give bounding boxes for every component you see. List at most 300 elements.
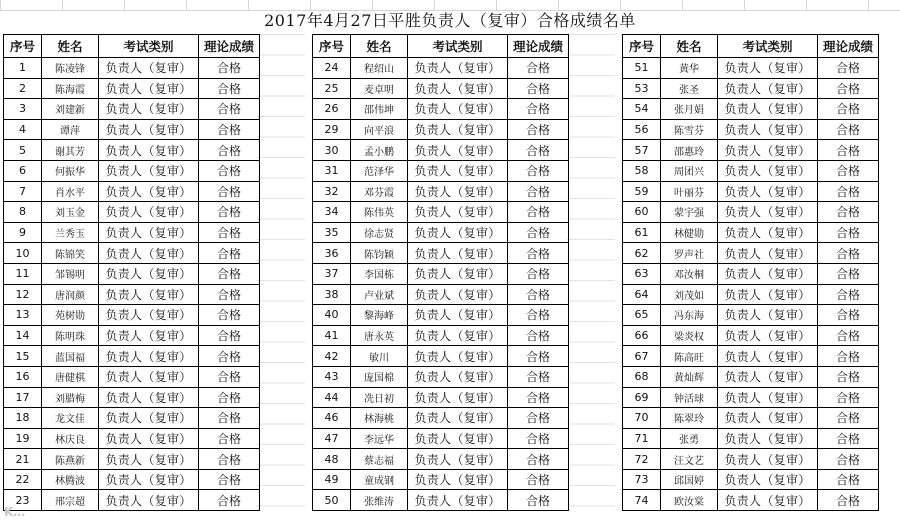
theory-result-cell: 合格	[199, 119, 260, 140]
serial-number-cell: 7	[4, 181, 42, 202]
theory-result-cell: 合格	[508, 387, 569, 408]
table-row	[623, 160, 879, 181]
name-cell: 邵伟坤	[351, 99, 408, 120]
theory-result-cell: 合格	[818, 99, 879, 120]
exam-category-cell: 负责人（复审）	[718, 78, 818, 99]
table-row	[313, 387, 569, 408]
table-row	[4, 387, 260, 408]
serial-number-cell: 26	[313, 99, 351, 120]
exam-category-cell: 负责人（复审）	[99, 449, 199, 470]
column-gap-1	[257, 34, 305, 521]
table-row	[4, 78, 260, 99]
name-cell: 蒙宇强	[661, 202, 718, 223]
serial-number-cell: 44	[313, 387, 351, 408]
name-cell: 张圣	[661, 78, 718, 99]
exam-category-cell: 负责人（复审）	[408, 243, 508, 264]
exam-category-cell: 负责人（复审）	[718, 99, 818, 120]
column-header: 理论成绩	[199, 35, 260, 58]
exam-category-cell: 负责人（复审）	[408, 181, 508, 202]
name-cell: 谭萍	[42, 119, 99, 140]
theory-result-cell: 合格	[199, 490, 260, 511]
serial-number-cell: 64	[623, 284, 661, 305]
table-row	[623, 469, 879, 490]
name-cell: 孟小鹏	[351, 140, 408, 161]
table-row	[4, 366, 260, 387]
name-cell: 唐健棋	[42, 366, 99, 387]
serial-number-cell: 60	[623, 202, 661, 223]
table-row	[313, 325, 569, 346]
name-cell: 黄灿辉	[661, 366, 718, 387]
table-row	[623, 490, 879, 511]
table-row	[623, 58, 879, 79]
theory-result-cell: 合格	[818, 366, 879, 387]
theory-result-cell: 合格	[199, 449, 260, 470]
theory-result-cell: 合格	[508, 202, 569, 223]
name-cell: 李远华	[351, 428, 408, 449]
theory-result-cell: 合格	[199, 58, 260, 79]
theory-result-cell: 合格	[818, 449, 879, 470]
exam-category-cell: 负责人（复审）	[718, 284, 818, 305]
theory-result-cell: 合格	[199, 140, 260, 161]
serial-number-cell: 73	[623, 469, 661, 490]
serial-number-cell: 16	[4, 366, 42, 387]
theory-result-cell: 合格	[818, 243, 879, 264]
theory-result-cell: 合格	[508, 160, 569, 181]
serial-number-cell: 68	[623, 366, 661, 387]
serial-number-cell: 35	[313, 222, 351, 243]
table-row	[313, 243, 569, 264]
name-cell: 张月娟	[661, 99, 718, 120]
exam-category-cell: 负责人（复审）	[99, 490, 199, 511]
serial-number-cell: 38	[313, 284, 351, 305]
theory-result-cell: 合格	[508, 346, 569, 367]
serial-number-cell: 40	[313, 305, 351, 326]
theory-result-cell: 合格	[508, 449, 569, 470]
table-row	[313, 99, 569, 120]
serial-number-cell: 25	[313, 78, 351, 99]
theory-result-cell: 合格	[199, 305, 260, 326]
theory-result-cell: 合格	[199, 160, 260, 181]
theory-result-cell: 合格	[508, 305, 569, 326]
theory-result-cell: 合格	[508, 408, 569, 429]
exam-category-cell: 负责人（复审）	[718, 305, 818, 326]
exam-category-cell: 负责人（复审）	[408, 449, 508, 470]
serial-number-cell: 71	[623, 428, 661, 449]
table-row	[313, 449, 569, 470]
results-table-1	[3, 34, 260, 511]
serial-number-cell: 11	[4, 263, 42, 284]
serial-number-cell: 8	[4, 202, 42, 223]
name-cell: 陈凌锋	[42, 58, 99, 79]
serial-number-cell: 2	[4, 78, 42, 99]
serial-number-cell: 69	[623, 387, 661, 408]
serial-number-cell: 6	[4, 160, 42, 181]
column-header: 序号	[313, 35, 351, 58]
serial-number-cell: 61	[623, 222, 661, 243]
exam-category-cell: 负责人（复审）	[718, 366, 818, 387]
theory-result-cell: 合格	[508, 263, 569, 284]
exam-category-cell: 负责人（复审）	[718, 243, 818, 264]
exam-category-cell: 负责人（复审）	[718, 263, 818, 284]
name-cell: 刘玉金	[42, 202, 99, 223]
exam-category-cell: 负责人（复审）	[718, 469, 818, 490]
table-row	[313, 428, 569, 449]
name-cell: 徐志贤	[351, 222, 408, 243]
theory-result-cell: 合格	[508, 243, 569, 264]
theory-result-cell: 合格	[199, 78, 260, 99]
serial-number-cell: 1	[4, 58, 42, 79]
serial-number-cell: 67	[623, 346, 661, 367]
name-cell: 陈明珠	[42, 325, 99, 346]
name-cell: 陈雪芬	[661, 119, 718, 140]
name-cell: 邓芬霞	[351, 181, 408, 202]
name-cell: 周团兴	[661, 160, 718, 181]
name-cell: 陈钧颖	[351, 243, 408, 264]
table-row	[623, 428, 879, 449]
exam-category-cell: 负责人（复审）	[718, 160, 818, 181]
table-row	[623, 366, 879, 387]
exam-category-cell: 负责人（复审）	[99, 428, 199, 449]
exam-category-cell: 负责人（复审）	[718, 325, 818, 346]
name-cell: 林健勋	[661, 222, 718, 243]
name-cell: 冯东海	[661, 305, 718, 326]
theory-result-cell: 合格	[199, 222, 260, 243]
theory-result-cell: 合格	[818, 160, 879, 181]
name-cell: 陈燕新	[42, 449, 99, 470]
table-row	[313, 366, 569, 387]
column-header: 理论成绩	[818, 35, 879, 58]
theory-result-cell: 合格	[199, 181, 260, 202]
exam-category-cell: 负责人（复审）	[408, 78, 508, 99]
table-row	[4, 202, 260, 223]
table-row	[623, 263, 879, 284]
serial-number-cell: 12	[4, 284, 42, 305]
serial-number-cell: 9	[4, 222, 42, 243]
column-header: 序号	[623, 35, 661, 58]
header-row	[313, 35, 569, 58]
serial-number-cell: 3	[4, 99, 42, 120]
exam-category-cell: 负责人（复审）	[408, 263, 508, 284]
theory-result-cell: 合格	[199, 387, 260, 408]
watermark-logo: K…	[4, 505, 26, 519]
exam-category-cell: 负责人（复审）	[99, 78, 199, 99]
table-row	[623, 119, 879, 140]
theory-result-cell: 合格	[818, 140, 879, 161]
serial-number-cell: 19	[4, 428, 42, 449]
name-cell: 蔡志福	[351, 449, 408, 470]
exam-category-cell: 负责人（复审）	[718, 428, 818, 449]
theory-result-cell: 合格	[199, 284, 260, 305]
theory-result-cell: 合格	[818, 305, 879, 326]
exam-category-cell: 负责人（复审）	[99, 119, 199, 140]
serial-number-cell: 30	[313, 140, 351, 161]
serial-number-cell: 21	[4, 449, 42, 470]
name-cell: 庞国棉	[351, 366, 408, 387]
theory-result-cell: 合格	[199, 99, 260, 120]
theory-result-cell: 合格	[818, 202, 879, 223]
column-header: 考试类别	[99, 35, 199, 58]
results-table-3	[622, 34, 879, 511]
theory-result-cell: 合格	[508, 366, 569, 387]
table-row	[4, 490, 260, 511]
theory-result-cell: 合格	[818, 387, 879, 408]
serial-number-cell: 34	[313, 202, 351, 223]
table-row	[4, 284, 260, 305]
name-cell: 刘腊梅	[42, 387, 99, 408]
serial-number-cell: 53	[623, 78, 661, 99]
serial-number-cell: 74	[623, 490, 661, 511]
theory-result-cell: 合格	[508, 469, 569, 490]
exam-category-cell: 负责人（复审）	[99, 469, 199, 490]
name-cell: 李国栋	[351, 263, 408, 284]
table-row	[313, 305, 569, 326]
exam-category-cell: 负责人（复审）	[718, 449, 818, 470]
name-cell: 苑树勋	[42, 305, 99, 326]
table-row	[4, 99, 260, 120]
serial-number-cell: 56	[623, 119, 661, 140]
name-cell: 童成钢	[351, 469, 408, 490]
serial-number-cell: 47	[313, 428, 351, 449]
table-row	[4, 222, 260, 243]
theory-result-cell: 合格	[199, 202, 260, 223]
exam-category-cell: 负责人（复审）	[718, 140, 818, 161]
serial-number-cell: 22	[4, 469, 42, 490]
name-cell: 林庆良	[42, 428, 99, 449]
serial-number-cell: 54	[623, 99, 661, 120]
table-row	[4, 449, 260, 470]
exam-category-cell: 负责人（复审）	[99, 181, 199, 202]
column-header: 姓名	[351, 35, 408, 58]
table-row	[4, 408, 260, 429]
serial-number-cell: 36	[313, 243, 351, 264]
serial-number-cell: 72	[623, 449, 661, 470]
column-header: 姓名	[42, 35, 99, 58]
theory-result-cell: 合格	[818, 119, 879, 140]
name-cell: 林腾波	[42, 469, 99, 490]
exam-category-cell: 负责人（复审）	[408, 119, 508, 140]
serial-number-cell: 23	[4, 490, 42, 511]
table-row	[4, 58, 260, 79]
exam-category-cell: 负责人（复审）	[408, 408, 508, 429]
exam-category-cell: 负责人（复审）	[408, 325, 508, 346]
name-cell: 罗声社	[661, 243, 718, 264]
table-row	[4, 119, 260, 140]
table-row	[623, 449, 879, 470]
table-row	[4, 325, 260, 346]
table-row	[313, 408, 569, 429]
exam-category-cell: 负责人（复审）	[718, 58, 818, 79]
serial-number-cell: 57	[623, 140, 661, 161]
name-cell: 兰秀玉	[42, 222, 99, 243]
table-row	[623, 140, 879, 161]
theory-result-cell: 合格	[508, 284, 569, 305]
name-cell: 范泽华	[351, 160, 408, 181]
theory-result-cell: 合格	[508, 325, 569, 346]
table-row	[313, 160, 569, 181]
table-row	[623, 202, 879, 223]
sheet-title: 2017年4月27日平胜负责人（复审）合格成绩名单	[264, 11, 636, 30]
table-row	[4, 181, 260, 202]
theory-result-cell: 合格	[508, 78, 569, 99]
table-row	[313, 284, 569, 305]
serial-number-cell: 37	[313, 263, 351, 284]
column-header: 考试类别	[718, 35, 818, 58]
serial-number-cell: 49	[313, 469, 351, 490]
exam-category-cell: 负责人（复审）	[408, 160, 508, 181]
serial-number-cell: 51	[623, 58, 661, 79]
table-row	[313, 78, 569, 99]
serial-number-cell: 24	[313, 58, 351, 79]
exam-category-cell: 负责人（复审）	[99, 387, 199, 408]
theory-result-cell: 合格	[818, 428, 879, 449]
theory-result-cell: 合格	[508, 58, 569, 79]
table-row	[4, 346, 260, 367]
exam-category-cell: 负责人（复审）	[408, 387, 508, 408]
exam-category-cell: 负责人（复审）	[99, 160, 199, 181]
theory-result-cell: 合格	[818, 325, 879, 346]
table-row	[623, 243, 879, 264]
table-row	[4, 305, 260, 326]
theory-result-cell: 合格	[508, 490, 569, 511]
name-cell: 蓝国福	[42, 346, 99, 367]
theory-result-cell: 合格	[508, 140, 569, 161]
name-cell: 谢其芳	[42, 140, 99, 161]
table-row	[623, 222, 879, 243]
serial-number-cell: 29	[313, 119, 351, 140]
serial-number-cell: 5	[4, 140, 42, 161]
table-row	[313, 58, 569, 79]
column-header: 姓名	[661, 35, 718, 58]
table-row	[623, 181, 879, 202]
name-cell: 张勇	[661, 428, 718, 449]
column-gap-2	[567, 34, 615, 521]
serial-number-cell: 32	[313, 181, 351, 202]
exam-category-cell: 负责人（复审）	[99, 325, 199, 346]
theory-result-cell: 合格	[199, 428, 260, 449]
table-row	[4, 428, 260, 449]
theory-result-cell: 合格	[818, 58, 879, 79]
exam-category-cell: 负责人（复审）	[408, 428, 508, 449]
theory-result-cell: 合格	[508, 428, 569, 449]
serial-number-cell: 46	[313, 408, 351, 429]
theory-result-cell: 合格	[199, 469, 260, 490]
exam-category-cell: 负责人（复审）	[99, 346, 199, 367]
name-cell: 叶丽芬	[661, 181, 718, 202]
exam-category-cell: 负责人（复审）	[99, 263, 199, 284]
name-cell: 刘建新	[42, 99, 99, 120]
theory-result-cell: 合格	[508, 222, 569, 243]
serial-number-cell: 14	[4, 325, 42, 346]
name-cell: 梁炎权	[661, 325, 718, 346]
name-cell: 刘茂如	[661, 284, 718, 305]
exam-category-cell: 负责人（复审）	[408, 305, 508, 326]
header-row	[623, 35, 879, 58]
exam-category-cell: 负责人（复审）	[718, 387, 818, 408]
column-header: 考试类别	[408, 35, 508, 58]
theory-result-cell: 合格	[199, 263, 260, 284]
exam-category-cell: 负责人（复审）	[718, 408, 818, 429]
theory-result-cell: 合格	[818, 346, 879, 367]
exam-category-cell: 负责人（复审）	[99, 243, 199, 264]
name-cell: 陈高旺	[661, 346, 718, 367]
theory-result-cell: 合格	[199, 243, 260, 264]
serial-number-cell: 65	[623, 305, 661, 326]
table-row	[313, 202, 569, 223]
name-cell: 肖水平	[42, 181, 99, 202]
table-row	[4, 140, 260, 161]
name-cell: 麦卓明	[351, 78, 408, 99]
serial-number-cell: 17	[4, 387, 42, 408]
table-row	[623, 284, 879, 305]
theory-result-cell: 合格	[199, 366, 260, 387]
serial-number-cell: 70	[623, 408, 661, 429]
exam-category-cell: 负责人（复审）	[408, 469, 508, 490]
name-cell: 黎海峰	[351, 305, 408, 326]
exam-category-cell: 负责人（复审）	[408, 284, 508, 305]
serial-number-cell: 41	[313, 325, 351, 346]
table-row	[623, 408, 879, 429]
table-row	[623, 387, 879, 408]
name-cell: 陈伟英	[351, 202, 408, 223]
header-row	[4, 35, 260, 58]
name-cell: 唐永英	[351, 325, 408, 346]
table-row	[313, 263, 569, 284]
table-row	[313, 119, 569, 140]
table-row	[313, 346, 569, 367]
exam-category-cell: 负责人（复审）	[99, 140, 199, 161]
name-cell: 邢宗超	[42, 490, 99, 511]
name-cell: 邱国婷	[661, 469, 718, 490]
serial-number-cell: 62	[623, 243, 661, 264]
table-row	[623, 346, 879, 367]
name-cell: 敏川	[351, 346, 408, 367]
theory-result-cell: 合格	[818, 78, 879, 99]
serial-number-cell: 42	[313, 346, 351, 367]
exam-category-cell: 负责人（复审）	[718, 119, 818, 140]
serial-number-cell: 4	[4, 119, 42, 140]
table-row	[4, 160, 260, 181]
name-cell: 唐润颜	[42, 284, 99, 305]
table-row	[623, 325, 879, 346]
exam-category-cell: 负责人（复审）	[718, 346, 818, 367]
name-cell: 程绍山	[351, 58, 408, 79]
table-row	[313, 181, 569, 202]
theory-result-cell: 合格	[818, 408, 879, 429]
exam-category-cell: 负责人（复审）	[718, 490, 818, 511]
name-cell: 欧汝棠	[661, 490, 718, 511]
theory-result-cell: 合格	[818, 263, 879, 284]
exam-category-cell: 负责人（复审）	[99, 222, 199, 243]
serial-number-cell: 10	[4, 243, 42, 264]
exam-category-cell: 负责人（复审）	[99, 284, 199, 305]
serial-number-cell: 63	[623, 263, 661, 284]
exam-category-cell: 负责人（复审）	[408, 99, 508, 120]
name-cell: 林海桃	[351, 408, 408, 429]
serial-number-cell: 66	[623, 325, 661, 346]
exam-category-cell: 负责人（复审）	[99, 305, 199, 326]
name-cell: 卢业斌	[351, 284, 408, 305]
name-cell: 何振华	[42, 160, 99, 181]
serial-number-cell: 18	[4, 408, 42, 429]
column-header: 理论成绩	[508, 35, 569, 58]
exam-category-cell: 负责人（复审）	[408, 202, 508, 223]
table-row	[313, 490, 569, 511]
exam-category-cell: 负责人（复审）	[408, 346, 508, 367]
results-table-2	[312, 34, 569, 511]
table-row	[313, 140, 569, 161]
table-row	[623, 305, 879, 326]
name-cell: 陈海霞	[42, 78, 99, 99]
